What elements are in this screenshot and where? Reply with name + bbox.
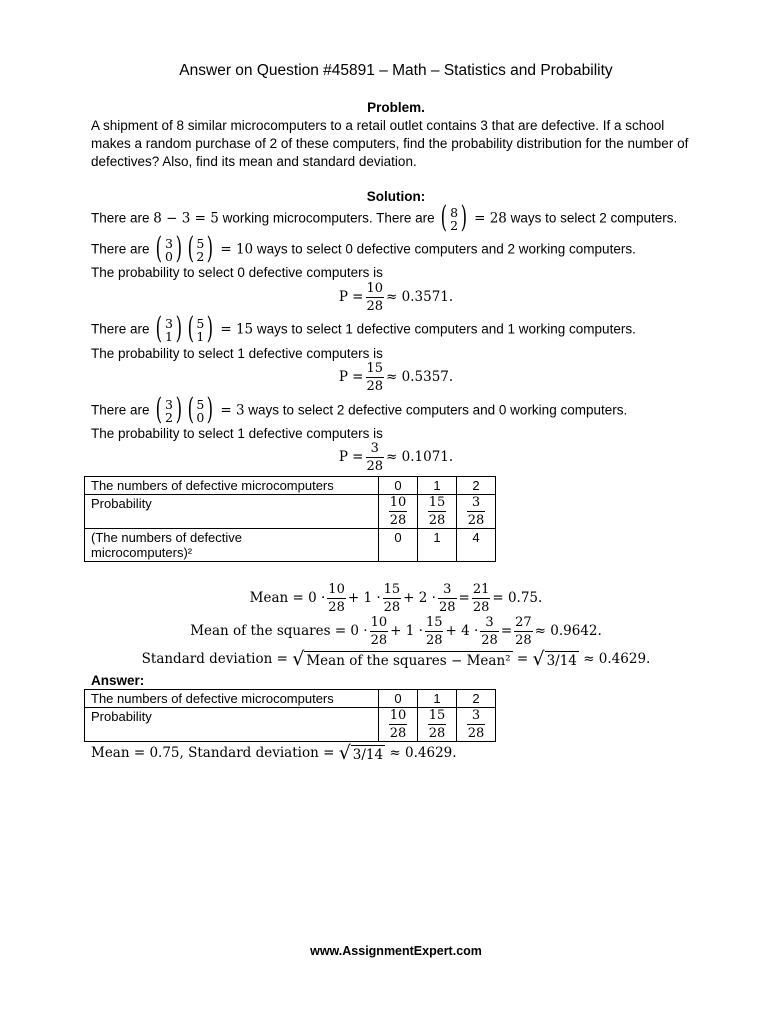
table-cell: 0 [379,690,418,708]
solution-line-1: There are 8 − 3 = 5 working microcomputers. There are ( 8 2 ) = 28 ways to select 2 computers. [91,200,678,235]
table-cell: The numbers of defective microcomputers [85,477,379,495]
case1-prob-text: The probability to select 1 defective computers is [91,346,383,361]
table-cell: 0 [379,477,418,495]
binomial-8-2: ( 8 2 ) [441,200,468,235]
distribution-table [84,476,496,562]
answer-heading: Answer: [91,673,145,688]
document-title: Answer on Question #45891 – Math – Statistics and Probability [179,62,613,79]
table-cell: 0 [379,529,418,562]
table-cell: 4 [457,529,496,562]
table-row: Probability $\frac{10}{28}$ $\frac{15}{28}$ $\frac{3}{28}$ [85,495,496,529]
table-row [85,477,496,495]
table-cell: 1 [418,690,457,708]
case0-prob-text: The probability to select 0 defective computers is [91,265,383,280]
problem-text: A shipment of 8 similar microcomputers to a retail outlet contains 3 that are defective. If a school makes a random purchase of 2 of these computers, find the probability distribution for the number of defectives? Also, find its mean and standard deviation. [91,118,689,169]
table-cell: Probability [85,495,379,529]
table-row [85,529,496,562]
table-cell: 2 [457,690,496,708]
case0-ways-line: There are ( 3 0 ) ( 5 2 ) = 10 ways to select 0 defective computers and 2 working computers. [91,231,636,266]
final-answer-line: Mean = 0.75, Standard deviation = √ 3/14 ≈ 0.4629. [91,742,457,764]
problem-heading: Problem. [367,100,425,115]
site-footer: www.AssignmentExpert.com [310,944,482,958]
solution-heading: Solution: [366,189,426,204]
mean-formula: Mean = 0 · $\frac{10}{28}$ + 1 · $\frac{15}{28}$ + 2 · $\frac{3}{28}$ = $\frac{21}{28}$ = 0.75. [249,582,543,615]
table-cell: 1 [418,529,457,562]
case0-prob-formula: P = $\frac{10}{28}$ ≈ 0.3571. [338,281,454,314]
answer-table [84,689,496,742]
table-cell: The numbers of defective microcomputers [85,690,379,708]
table-row [85,690,496,708]
table-row: Probability $\frac{10}{28}$ $\frac{15}{28}$ $\frac{3}{28}$ [85,708,496,742]
sqrt-symbol: √ Mean of the squares − Mean² [292,648,511,670]
std-dev-formula: Standard deviation = √ Mean of the squares − Mean² = √ 3/14 ≈ 0.4629. [141,648,651,670]
mean-squares-formula: Mean of the squares = 0 · $\frac{10}{28}$ + 1 · $\frac{15}{28}$ + 4 · $\frac{3}{28}$ = $\frac{27}{28}$ ≈ 0.9642. [190,615,602,648]
table-cell: (The numbers of defective microcomputers)² [85,529,379,562]
case2-prob-formula: P = $\frac{3}{28}$ ≈ 0.1071. [338,441,454,474]
case1-prob-formula: P = $\frac{15}{28}$ ≈ 0.5357. [338,361,454,394]
case1-ways-line: There are ( 3 1 ) ( 5 1 ) = 15 ways to select 1 defective computers and 1 working computers. [91,311,636,346]
case2-prob-text: The probability to select 1 defective computers is [91,426,383,441]
case2-ways-line: There are ( 3 2 ) ( 5 0 ) = 3 ways to select 2 defective computers and 0 working computers. [91,392,628,427]
table-cell: 2 [457,477,496,495]
table-cell: Probability [85,708,379,742]
table-cell: 1 [418,477,457,495]
